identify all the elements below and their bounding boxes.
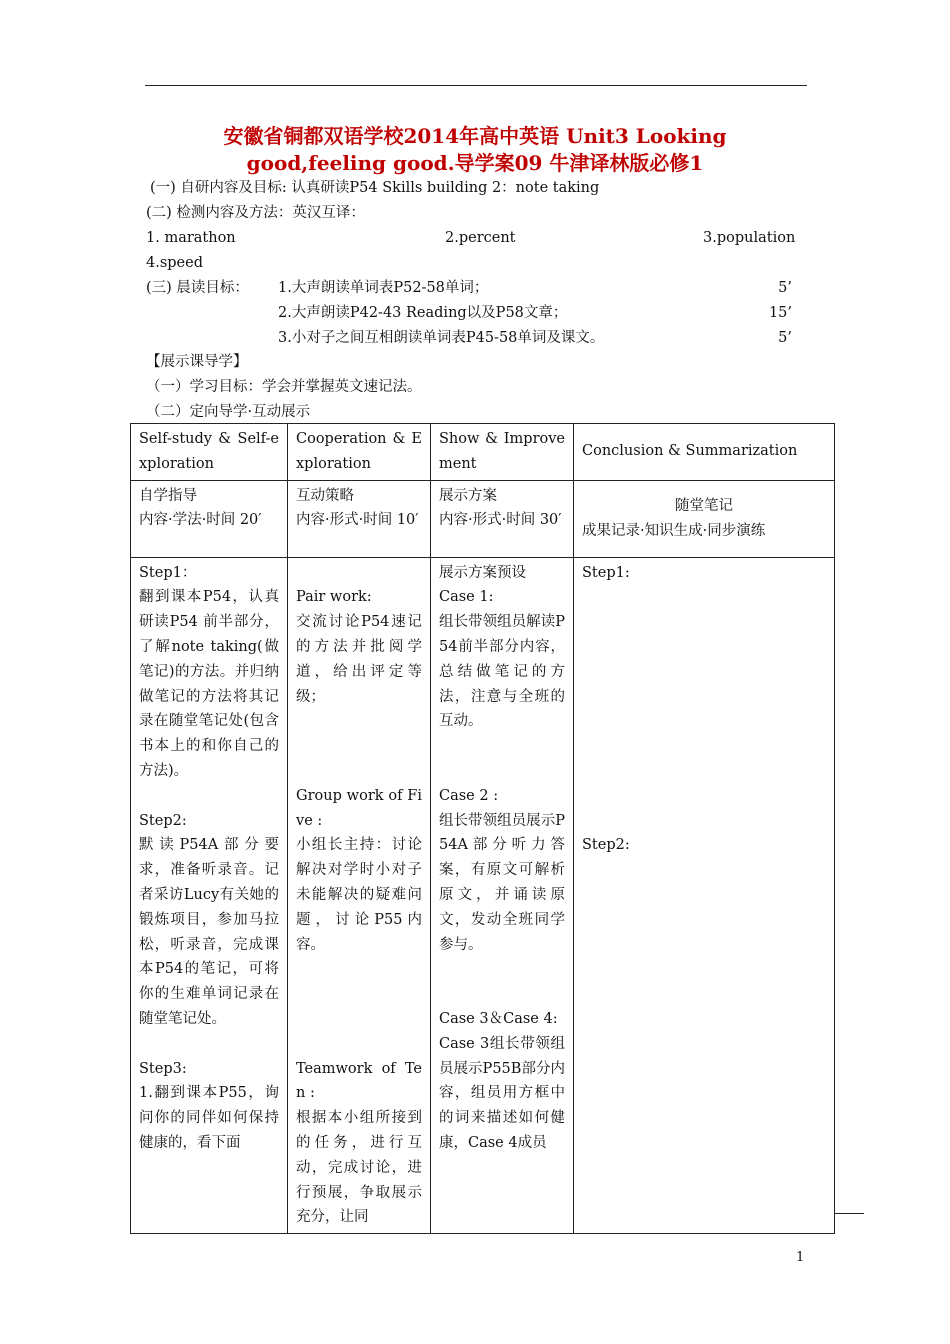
pair-work-text: 交流讨论P54速记的方法并批阅学道，给出评定等级； [296,614,422,705]
table-header-row [131,424,835,481]
vocab-item: 3.population [703,230,796,246]
subheader-show [431,480,574,557]
vocab-item: 4.speed [146,255,204,271]
section-heading: 【展示课导学】 [146,354,248,370]
step3-text: 1.翻到课本P55，询问你的同伴如何保持健康的，看下面 [139,1085,279,1151]
body-cooperation [288,557,431,1234]
case1-text: 组长带领组员解读P54前半部分内容，总结做笔记的方法，注意与全班的互动。 [439,614,565,730]
subheader-detail: 内容·学法·时间 20′ [139,512,262,529]
intro-line-1: (一) 自研内容及目标: 认真研读P54 Skills building 2：note taking [150,180,600,196]
vocab-item: 1. marathon [146,230,236,246]
subheader-conclusion [574,480,835,557]
subheader-title: 自学指导 [139,487,197,504]
table-subheader-row [131,480,835,557]
case2-text: 组长带领组员展示P54A部分听力答案，有原文可解析原文，并诵读原文，发动全班同学参与。 [439,812,565,953]
subheader-cooperation [288,480,431,557]
step1-text: 翻到课本P54，认真研读P54 前半部分，了解note taking(做笔记)的方法。并归纳做笔记的方法将其记录在随堂笔记处(包含书本上的和你自己的方法)。 [139,589,279,779]
guide-heading: （二）定向导学·互动展示 [146,404,311,420]
morning-time: 15’ [768,305,792,321]
morning-time: 5’ [778,280,792,296]
subheader-detail: 成果记录·知识生成·同步演练 [582,522,766,539]
doc-title-line2: good,feeling good.导学案09 牛津译林版必修1 [246,151,704,175]
morning-label: (三) 晨读目标： [146,280,249,296]
step3-label: Step3: [139,1060,187,1077]
morning-item: 1.大声朗读单词表P52-58单词； [278,280,489,296]
subheader-title: 互动策略 [296,487,354,504]
step2-label: Step2: [139,812,187,829]
learning-goal: （一）学习目标：学会并掌握英文速记法。 [146,379,422,395]
body-self-study [131,557,288,1234]
group-work-label: Group work of Five : [296,787,422,829]
case34-label: Case 3＆Case 4: [439,1010,558,1027]
step2-text: 默读P54A部分要求，准备听录音。记者采访Lucy有关她的锻炼项目，参加马拉松，听录音，完成课本P54的笔记，可将你的生难单词记录在随堂笔记处。 [139,837,279,1027]
notes-step2: Step2: [582,837,630,854]
doc-title-line1: 安徽省铜都双语学校2014年高中英语 Unit3 Looking [223,124,727,148]
header-conclusion-text: Conclusion & Summarization [582,443,798,460]
guide-table [130,423,835,1234]
header-cooperation: Cooperation & Exploration [288,424,431,481]
teamwork-text: 根据本小组所接到的任务，进行互动，完成讨论，进行预展，争取展示充分，让同 [296,1110,422,1226]
case2-label: Case 2 : [439,787,499,804]
body-show [431,557,574,1234]
subheader-title: 展示方案 [439,487,497,504]
header-self-study: Self-study & Self-exploration [131,424,288,481]
notes-step1: Step1: [582,564,630,581]
header-show: Show & Improvement [431,424,574,481]
plan-title: 展示方案预设 [439,564,526,581]
table-bottom-extension [834,1213,864,1214]
pair-work-label: Pair work: [296,589,372,606]
table-body-row [131,557,835,1234]
header-rule [145,85,807,86]
case34-text: Case 3组长带领组员展示P55B部分内容，组员用方框中的词来描述如何健康，Case 4成员 [439,1035,565,1151]
subheader-detail: 内容·形式·时间 10′ [296,512,419,529]
case1-label: Case 1: [439,589,494,606]
body-conclusion [574,557,835,1234]
teamwork-label: Teamwork of Ten : [296,1060,422,1102]
step1-label: Step1： [139,564,197,581]
morning-time: 5’ [778,330,792,346]
morning-item: 3.小对子之间互相朗读单词表P45-58单词及课文。 [278,330,605,346]
header-conclusion [574,424,835,481]
vocab-item: 2.percent [445,230,516,246]
group-work-text: 小组长主持：讨论解决对学时小对子未能解决的疑难问题，讨论P55内容。 [296,837,422,953]
subheader-detail: 内容·形式·时间 30′ [439,512,562,529]
morning-item: 2.大声朗读P42-43 Reading以及P58文章； [278,305,568,321]
subheader-title: 随堂笔记 [675,497,733,514]
page-number: 1 [796,1250,805,1265]
subheader-self-study [131,480,288,557]
intro-line-2: (二) 检测内容及方法：英汉互译： [146,205,365,221]
